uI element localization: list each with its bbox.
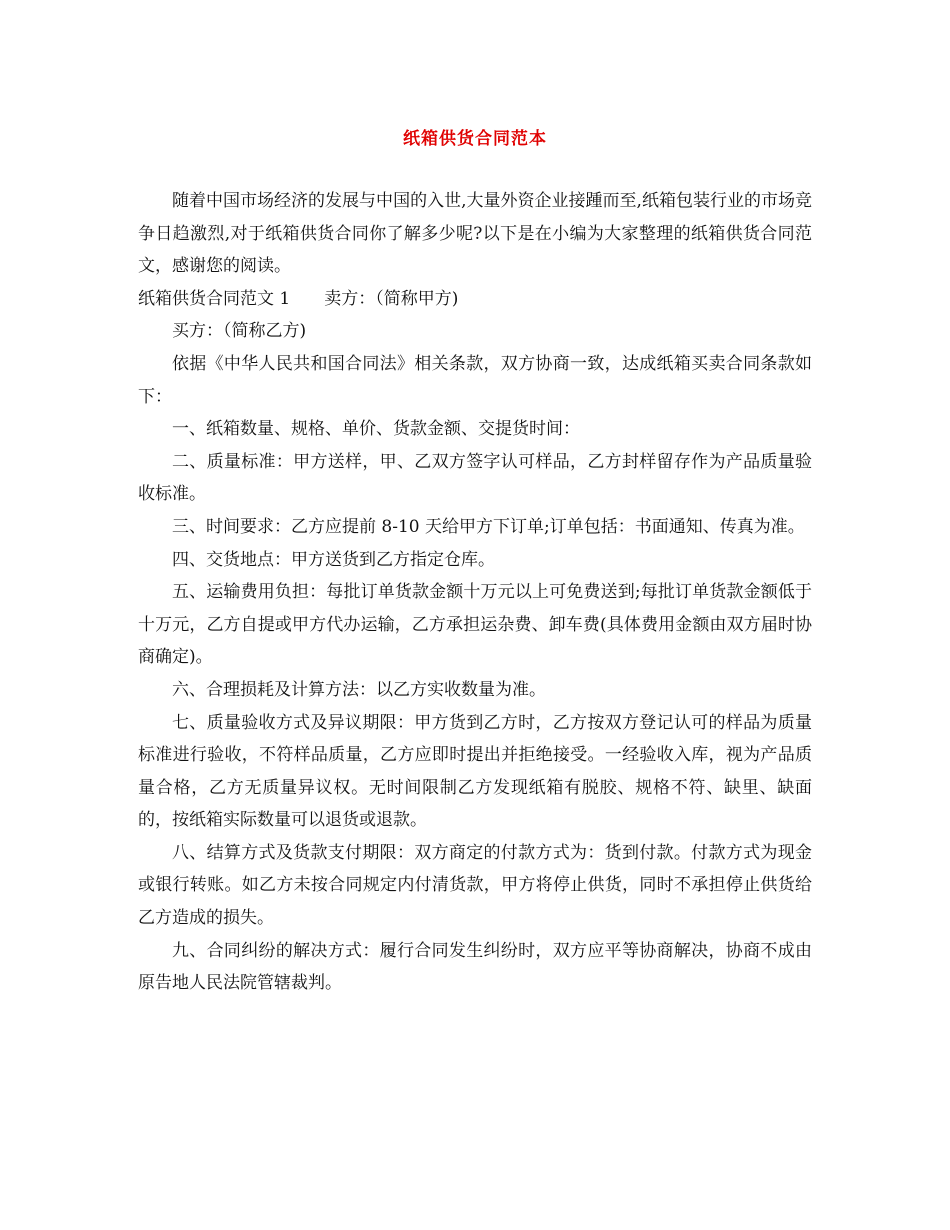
clause-8: 八、结算方式及货款支付期限：双方商定的付款方式为：货到付款。付款方式为现金或银行转账。如乙方未按合同规定内付清货款，甲方将停止供货，同时不承担停止供货给乙方造成的损失。	[138, 842, 812, 929]
clause-1: 一、纸箱数量、规格、单价、货款金额、交提货时间：	[172, 419, 580, 440]
sample-heading-line	[138, 283, 812, 316]
clause-3: 三、时间要求：乙方应提前 8-10 天给甲方下订单;订单包括：书面通知、传真为准。	[172, 516, 805, 537]
document-title: 纸箱供货合同范本	[403, 129, 547, 149]
clause-5: 五、运输费用负担：每批订单货款金额十万元以上可免费送到;每批订单货款金额低于十万元，乙方自提或甲方代办运输，乙方承担运杂费、卸车费(具体费用金额由双方届时协商确定)。	[138, 582, 812, 668]
clause-2: 二、质量标准：甲方送样，甲、乙双方签字认可样品，乙方封样留存作为产品质量验收标准。	[138, 451, 812, 505]
clause-4: 四、交货地点：甲方送货到乙方指定仓库。	[172, 549, 495, 570]
seller-line: 卖方：（简称甲方)	[324, 288, 459, 309]
sample-heading: 纸箱供货合同范文 1	[138, 288, 291, 309]
preamble-paragraph: 依据《中华人民共和国合同法》相关条款，双方协商一致，达成纸箱买卖合同条款如下：	[138, 353, 812, 407]
clause-6: 六、合理损耗及计算方法：以乙方实收数量为准。	[172, 679, 546, 700]
document-body	[138, 185, 812, 1000]
clause-9: 九、合同纠纷的解决方式：履行合同发生纠纷时，双方应平等协商解决，协商不成由原告地人民法院管辖裁判。	[138, 940, 812, 994]
buyer-line: 买方：（简称乙方)	[172, 321, 307, 342]
intro-paragraph: 随着中国市场经济的发展与中国的入世,大量外资企业接踵而至,纸箱包装行业的市场竞争日趋激烈,对于纸箱供货合同你了解多少呢?以下是在小编为大家整理的纸箱供货合同范文，感谢您的阅读。	[138, 191, 812, 277]
clause-7: 七、质量验收方式及异议期限：甲方货到乙方时，乙方按双方登记认可的样品为质量标准进行验收，不符样品质量，乙方应即时提出并拒绝接受。一经验收入库，视为产品质量合格，乙方无质量异议权。无时间限制乙方发现纸箱有脱胶、规格不符、缺里、缺面的，按纸箱实际数量可以退货或退款。	[138, 712, 812, 831]
